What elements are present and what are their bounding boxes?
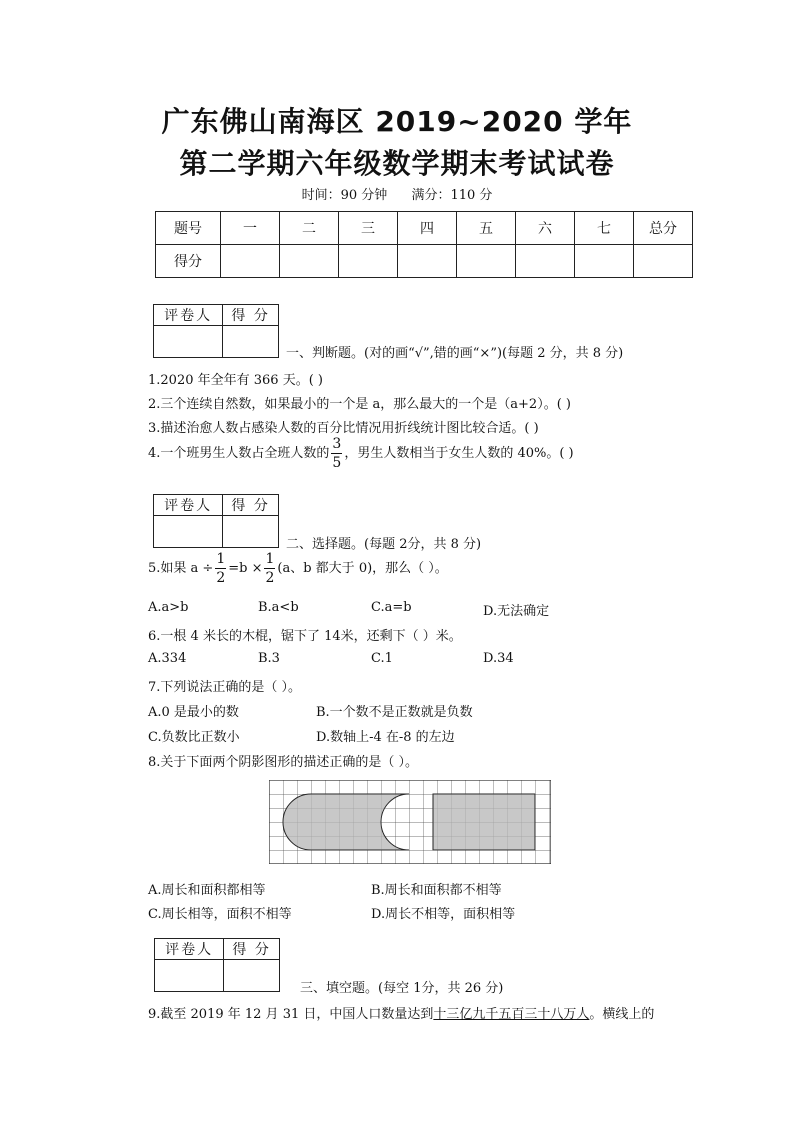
question-8: 8.关于下面两个阴影图形的描述正确的是（ ）。 (148, 755, 419, 770)
score-cell: 六 (516, 212, 575, 245)
option[interactable]: B.周长和面积都不相等 (371, 883, 502, 898)
score-cell: 总分 (634, 212, 693, 245)
title-line-1: 广东佛山南海区 2019~2020 学年 (161, 105, 633, 138)
score-cell: 二 (280, 212, 339, 245)
grader-label: 评卷人 (154, 305, 223, 326)
fraction-numerator: 1 (265, 551, 275, 567)
exam-time: 时间：90 分钟 (301, 188, 388, 203)
section-2-heading: 二、选择题。(每题 2分，共 8 分) (286, 537, 482, 552)
grader-score-input[interactable] (224, 960, 280, 992)
score-cell: 三 (339, 212, 398, 245)
score-input-cell[interactable] (339, 245, 398, 278)
fraction-denominator: 2 (265, 570, 275, 586)
score-input-cell[interactable] (280, 245, 339, 278)
score-table-header-row (156, 212, 693, 245)
score-table-score-row (156, 245, 693, 278)
grader-score-label: 得 分 (223, 305, 279, 326)
exam-full-score: 满分：110 分 (411, 188, 493, 203)
fraction-numerator: 3 (332, 436, 342, 452)
option[interactable]: D.无法确定 (483, 604, 550, 619)
question-7: 7.下列说法正确的是（ ）。 (148, 680, 302, 695)
question-5-text-mid: =b × (228, 561, 263, 576)
score-input-cell[interactable] (221, 245, 280, 278)
section-1-heading: 一、判断题。(对的画“√”,错的画“×”)(每题 2 分，共 8 分) (286, 346, 624, 361)
question-4-text: 4.一个班男生人数占全班人数的 (148, 446, 330, 461)
question-9-text: 9.截至 2019 年 12 月 31 日，中国人口数量达到 (148, 1007, 434, 1022)
section-3-heading: 三、填空题。(每空 1分，共 26 分) (300, 981, 504, 996)
question-9-text-end: 。横线上的 (589, 1007, 655, 1022)
question-6: 6.一根 4 米长的木棍，锯下了 14米，还剩下（ ）米。 (148, 629, 462, 644)
option[interactable]: C.1 (371, 651, 393, 666)
fraction-numerator: 1 (216, 551, 226, 567)
grader-box-2 (153, 494, 279, 548)
question-3: 3.描述治愈人数占感染人数的百分比情况用折线统计图比较合适。( ) (148, 421, 539, 436)
grader-score-label: 得 分 (224, 939, 280, 960)
question-5-text-end: (a、b 都大于 0)，那么（ ）。 (277, 561, 448, 576)
grid-overlay (269, 780, 551, 864)
question-9 (148, 1003, 654, 1022)
score-cell: 得分 (156, 245, 221, 278)
grader-input[interactable] (155, 960, 224, 992)
option[interactable]: C.a=b (371, 600, 412, 615)
grader-label: 评卷人 (155, 939, 224, 960)
option[interactable]: B.a<b (258, 600, 299, 615)
fraction (264, 552, 275, 585)
option[interactable]: A.周长和面积都相等 (148, 883, 266, 898)
option[interactable]: D.34 (483, 651, 514, 666)
score-cell: 七 (575, 212, 634, 245)
question-5-text: 5.如果 a ÷ (148, 561, 214, 576)
grader-score-label: 得 分 (223, 495, 279, 516)
option[interactable]: A.334 (148, 651, 187, 666)
fraction-denominator: 2 (216, 570, 226, 586)
fraction (215, 552, 226, 585)
score-input-cell[interactable] (575, 245, 634, 278)
title-line-2: 第二学期六年级数学期末考试试卷 (179, 147, 615, 180)
option[interactable]: D.周长不相等，面积相等 (371, 907, 516, 922)
grader-input[interactable] (154, 326, 223, 358)
question-4 (148, 437, 574, 470)
fraction-denominator: 5 (332, 455, 342, 471)
grader-label: 评卷人 (154, 495, 223, 516)
score-input-cell[interactable] (398, 245, 457, 278)
grader-box-1 (153, 304, 279, 358)
option[interactable]: D.数轴上-4 在-8 的左边 (316, 730, 455, 745)
question-2: 2.三个连续自然数，如果最小的一个是 a，那么最大的一个是（a+2）。( ) (148, 397, 571, 412)
score-cell: 四 (398, 212, 457, 245)
score-cell: 五 (457, 212, 516, 245)
grader-box-3 (154, 938, 280, 992)
option[interactable]: C.负数比正数小 (148, 730, 240, 745)
shaded-figure-grid (269, 780, 551, 864)
fraction (331, 437, 342, 470)
option[interactable]: C.周长相等，面积不相等 (148, 907, 292, 922)
score-input-cell[interactable] (516, 245, 575, 278)
grader-score-input[interactable] (223, 326, 279, 358)
question-9-underlined: 十三亿九千五百三十八万人 (433, 1007, 590, 1022)
option[interactable]: B.3 (258, 651, 280, 666)
exam-meta (0, 184, 794, 203)
score-table (155, 211, 693, 278)
question-4-text-end: ，男生人数相当于女生人数的 40%。( ) (344, 446, 574, 461)
score-input-cell[interactable] (457, 245, 516, 278)
grader-score-input[interactable] (223, 516, 279, 548)
option[interactable]: B.一个数不是正数就是负数 (316, 705, 473, 720)
question-1: 1.2020 年全年有 366 天。( ) (148, 373, 323, 388)
option[interactable]: A.0 是最小的数 (148, 705, 239, 720)
question-5 (148, 552, 448, 585)
score-cell: 题号 (156, 212, 221, 245)
option[interactable]: A.a>b (148, 600, 189, 615)
grader-input[interactable] (154, 516, 223, 548)
score-cell: 一 (221, 212, 280, 245)
score-input-cell[interactable] (634, 245, 693, 278)
